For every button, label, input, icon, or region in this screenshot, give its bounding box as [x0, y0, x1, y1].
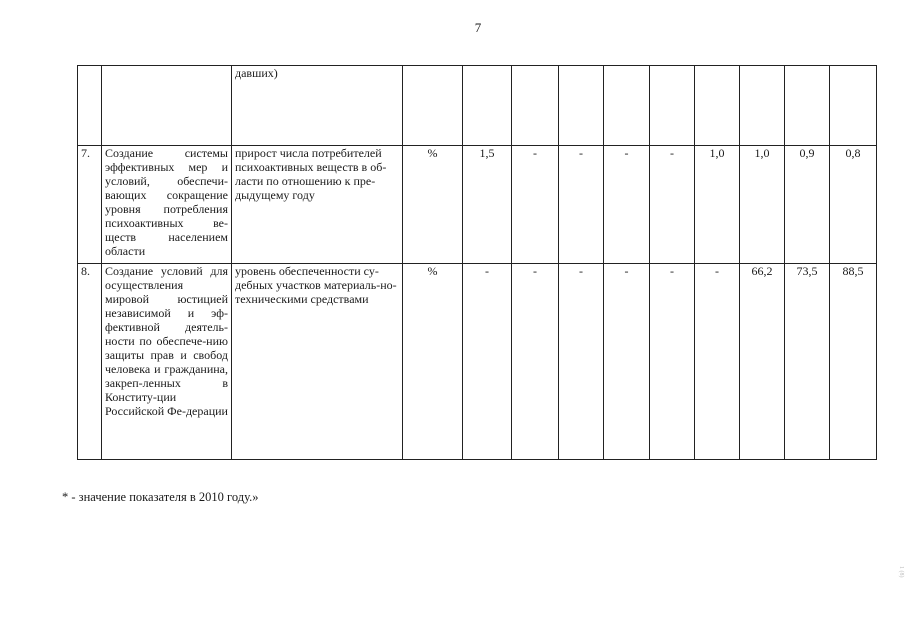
- row-unit: %: [403, 264, 463, 460]
- row-unit: %: [403, 146, 463, 264]
- margin-mark: 1 (8): [898, 566, 904, 578]
- row-value: 88,5: [830, 264, 877, 460]
- row-value: -: [559, 146, 604, 264]
- row-value: -: [512, 264, 559, 460]
- row-name: Создание системы эффективных мер и условий, обеспечи-вающих сокращение уровня потребления психоактивных ве-ществ населением области: [102, 146, 232, 264]
- row-value: 0,8: [830, 146, 877, 264]
- row-value: 66,2: [740, 264, 785, 460]
- table-row: [78, 264, 877, 460]
- cell-indicator: давших): [232, 66, 403, 146]
- row-indicator: прирост числа потребителей психоактивных веществ в об-ласти по отношению к пре-дыдущему году: [232, 146, 403, 264]
- cell-num: [78, 66, 102, 146]
- row-value: -: [650, 264, 695, 460]
- row-indicator: уровень обеспеченности су-дебных участков материаль-но-техническими средствами: [232, 264, 403, 460]
- row-value: 73,5: [785, 264, 830, 460]
- row-value: 0,9: [785, 146, 830, 264]
- footnote: * - значение показателя в 2010 году.»: [62, 490, 259, 504]
- row-value: -: [559, 264, 604, 460]
- table-row-continuation: [78, 66, 877, 146]
- row-value: -: [604, 146, 650, 264]
- row-number: 7.: [78, 146, 102, 264]
- row-value: -: [695, 264, 740, 460]
- indicators-table: [77, 65, 877, 460]
- row-name: Создание условий для осуществления мировой юстицией независимой и эф-фективной деятель-ности по обеспече-нию защиты прав и свобод человека и гражданина, закреп-ленных в Конститу-ции Российской Фе-дерации: [102, 264, 232, 460]
- row-value: -: [604, 264, 650, 460]
- cell-name: [102, 66, 232, 146]
- row-value: -: [650, 146, 695, 264]
- row-number: 8.: [78, 264, 102, 460]
- table-row: [78, 146, 877, 264]
- row-value: 1,5: [463, 146, 512, 264]
- page-number: 7: [474, 20, 482, 35]
- row-value: 1,0: [740, 146, 785, 264]
- row-value: -: [463, 264, 512, 460]
- row-value: 1,0: [695, 146, 740, 264]
- row-value: -: [512, 146, 559, 264]
